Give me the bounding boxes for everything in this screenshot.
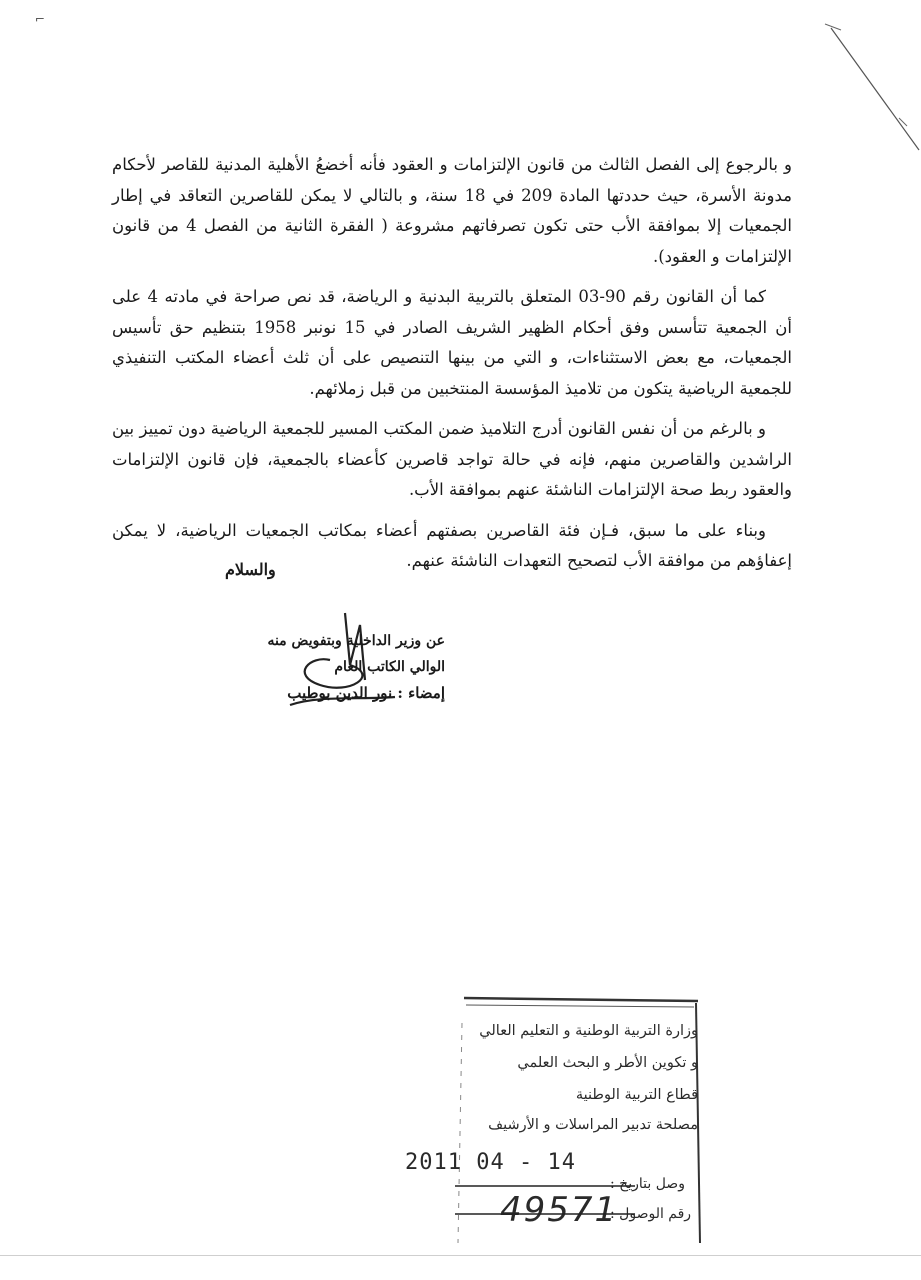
received-date-label: وصل بتاريخ : [610,1176,685,1192]
signature-block [225,628,445,706]
paragraph-2: كما أن القانون رقم 90-03 المتعلق بالتربية البدنية و الرياضة، قد نص صراحة في مادته 4 على أن الجمعية تتأسس وفق أحكام الظهير الشريف الصادر في 15 نونبر 1958 بتنظيم حق تأسيس الجمعيات، مع بعض الاستثناءات، و التي من بينها التنصيص على أن ثلث أعضاء المكتب التنفيذي للجمعية الرياضية يتكون من تلاميذ المؤسسة المنتخبين من قبل زملائهم. [112,287,793,398]
stamp-line-3: قطاع التربية الوطنية [575,1087,698,1103]
paragraph-3: و بالرغم من أن نفس القانون أدرج التلاميذ ضمن المكتب المسير للجمعية الرياضية دون تمييز بين الراشدين والقاصرين منهم، فإنه في حالة تواجد قاصرين كأعضاء بالجمعية، فإن قانون الإلتزامات والعقود ربط صحة الإلتزامات الناشئة عنهم بموافقة الأب. [112,419,792,499]
stamp-line-2: و تكوين الأطر و البحث العلمي [517,1055,698,1071]
paragraph-1: و بالرجوع إلى الفصل الثالث من قانون الإلتزامات و العقود فأنه أخضعُ الأهلية المدنية للقاصر لأحكام مدونة الأسرة، حيث حددتها المادة 209 في 18 سنة، و بالتالي لا يمكن للقاصرين التعاقد في إطار الجمعيات إلا بموافقة الأب حتى تكون تصرفاتهم مشروعة ( الفقرة الثانية من الفصل 4 من قانون الإلتزامات و العقود). [112,155,792,266]
stamp-line-4: مصلحة تدبير المراسلات و الأرشيف [488,1117,698,1133]
stamp-line-1: وزارة التربية الوطنية و التعليم العالي [479,1023,698,1039]
received-number-label: رقم الوصول : [610,1206,692,1222]
page-bottom-edge [0,1255,921,1256]
received-number-value: 49571 [500,1190,619,1230]
closing-salutation: والسلام [225,560,276,579]
signature-line-2: الوالي الكاتب العام [334,659,445,675]
page-corner-fold [801,0,921,160]
letter-body [112,150,792,587]
paragraph-4: وبناء على ما سبق، فـإن فئة القاصرين بصفتهم أعضاء بمكاتب الجمعيات الرياضية، لا يمكن إعفاؤهم من موافقة الأب لتصحيح التعهدات الناشئة عنهم. [112,520,792,570]
signature-line-3: إمضاء : نور الدين بوطيب [287,684,445,702]
stamp-underlines [450,1180,640,1220]
signature-line-1: عن وزير الداخلية وبتفويض منه [267,633,445,649]
scan-mark: ⌐ [35,12,46,26]
received-date-value: 2011 04 - 14 [405,1150,576,1175]
